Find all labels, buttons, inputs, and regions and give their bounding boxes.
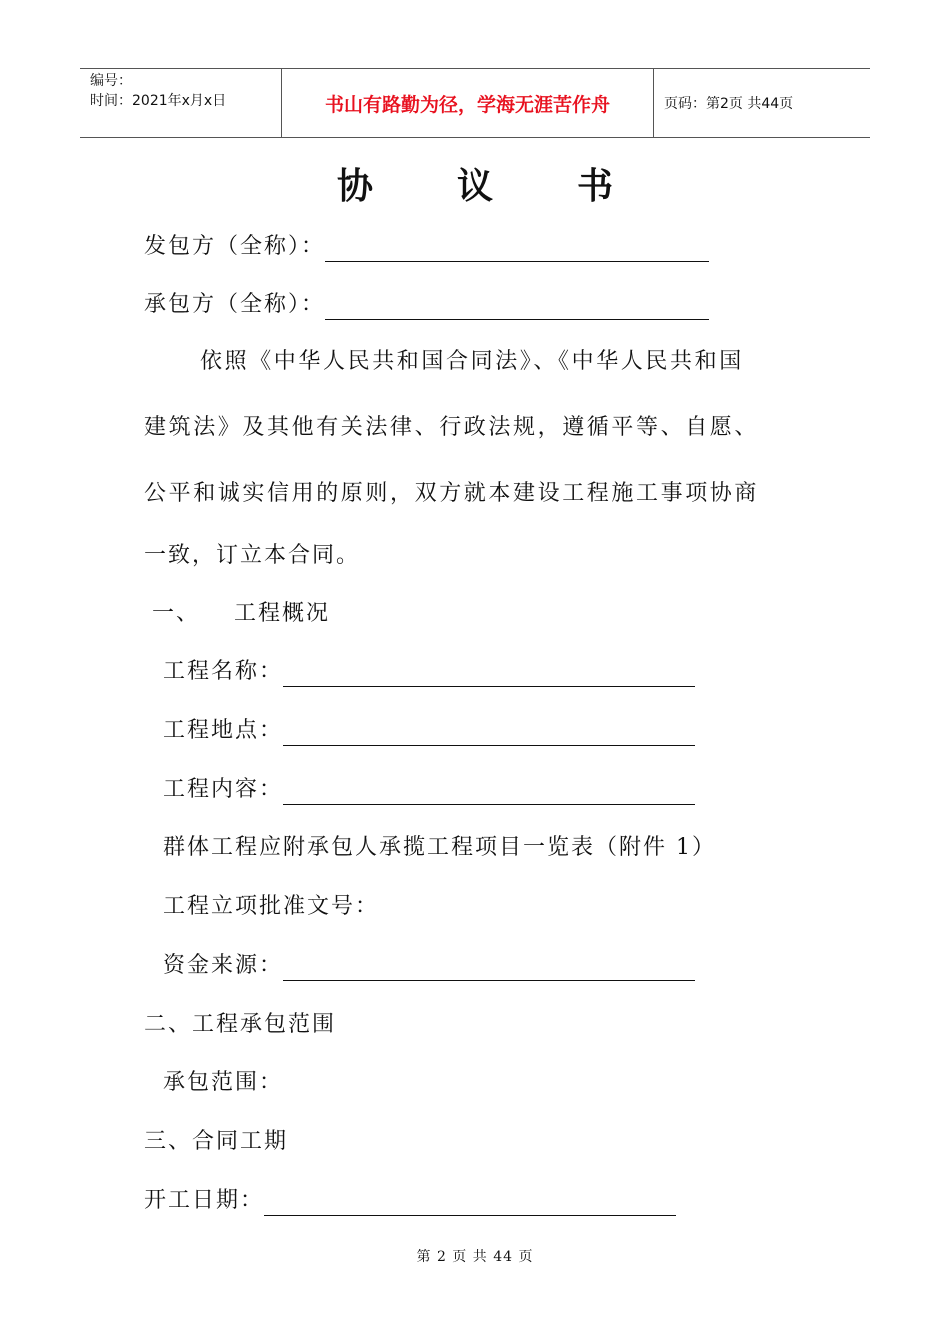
start-date-label: 开工日期： [144,1188,265,1213]
employer-line [144,232,709,262]
contractor-line [144,290,709,320]
header-motto: 书山有路勤为径，学海无涯苦作舟 [282,69,654,137]
intro-line: 建筑法》及其他有关法律、行政法规，遵循平等、自愿、 [144,415,760,440]
contractor-label: 承包方（全称）： [144,292,326,317]
section2-heading: 二、工程承包范围 [144,1012,337,1037]
page-footer: 第 2 页 共 44 页 [416,1249,534,1265]
section1-heading [152,599,330,629]
funding-label: 资金来源： [163,953,284,978]
section3-heading: 三、合同工期 [144,1129,289,1154]
project-content-line [163,775,695,805]
title-char: 书 [577,165,614,207]
section1-number: 一、 [152,601,201,626]
start-date-line [144,1186,676,1216]
project-name-label: 工程名称： [163,659,284,684]
serial-label: 编号： [90,73,132,89]
project-name-blank[interactable] [283,662,695,687]
title-char: 议 [456,165,493,207]
project-content-label: 工程内容： [163,777,284,802]
funding-blank[interactable] [283,956,695,981]
header-page-label: 页码：第2页 共44页 [664,96,794,112]
document-title [0,158,950,209]
project-location-blank[interactable] [283,721,695,746]
contractor-blank[interactable] [325,295,709,320]
scope-label: 承包范围： [163,1070,284,1095]
project-name-line [163,657,695,687]
employer-label: 发包方（全称）： [144,234,326,259]
employer-blank[interactable] [325,237,709,262]
intro-line: 公平和诚实信用的原则，双方就本建设工程施工事项协商 [144,481,760,506]
section1-title: 工程概况 [234,601,331,626]
time-label: 时间：2021年x月x日 [90,93,227,109]
project-content-blank[interactable] [283,780,695,805]
document-header [80,68,870,138]
funding-line [163,951,695,981]
project-location-label: 工程地点： [163,718,284,743]
title-char: 协 [336,165,373,207]
header-info [80,69,282,137]
group-note: 群体工程应附承包人承揽工程项目一览表（附件 1） [163,835,716,860]
project-location-line [163,716,695,746]
approval-number-label: 工程立项批准文号： [163,894,380,919]
start-date-blank[interactable] [264,1191,676,1216]
intro-line: 依照《中华人民共和国合同法》、《中华人民共和国 [200,349,744,374]
intro-line: 一致，订立本合同。 [144,543,361,568]
